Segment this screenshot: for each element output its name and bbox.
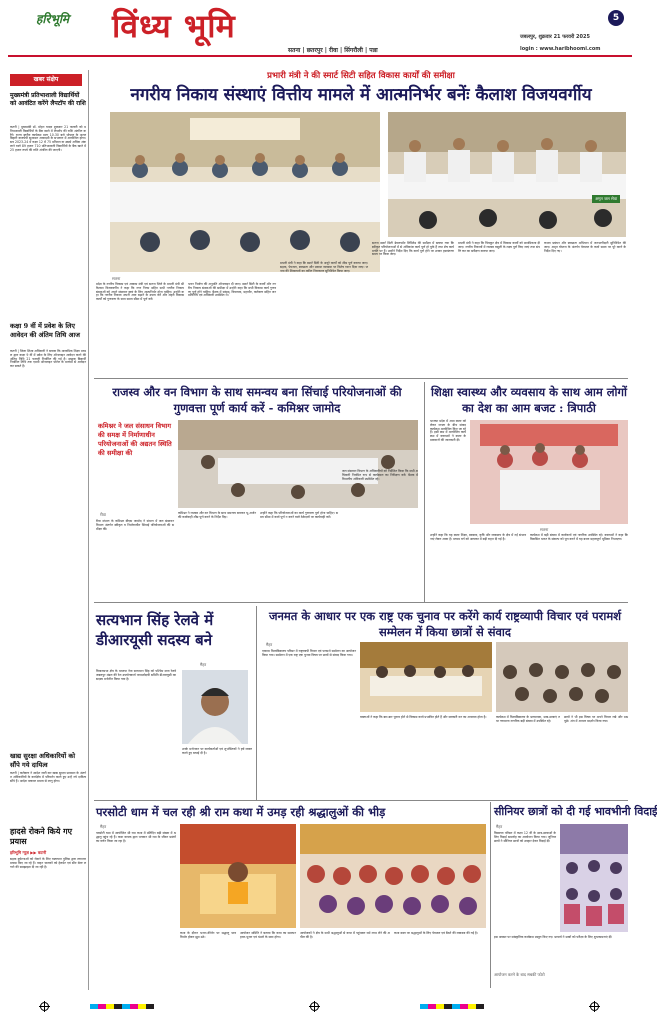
ramkatha-headline: परसोटी धाम में चल रही श्री राम कथा में उमड़ रही श्रद्धालुओं की भीड़ (96, 805, 386, 819)
irrigation-dateline: रीवा (100, 512, 106, 517)
brief-title-laptop: मुख्यमंत्री प्रतिभाशाली विद्यार्थियों को आवंटित करेंगे लैपटॉप की राशि (10, 92, 86, 107)
dateline: जबलपुर, शुक्रवार 21 फरवरी 2025 (520, 34, 590, 40)
ramkatha-photo-stage (180, 824, 296, 928)
railway-portrait (182, 670, 248, 744)
page-number: 5 (608, 10, 624, 26)
registration-mark (40, 1002, 49, 1011)
ramkatha-body-col1: परसोटी धाम में आयोजित श्री राम कथा में प्रतिदिन बड़ी संख्या में श्रद्धालु पहुंच रहे हैं। कथा वाचक द्वारा भगवान श्री राम के जीवन प्रसंगों का वर्णन किया जा रहा है। (96, 831, 176, 843)
masthead-rule (8, 55, 632, 57)
railway-headline: सत्यभान सिंह रेलवे में डीआरयूसी सदस्य बने (96, 611, 214, 649)
color-bar (90, 1004, 154, 1009)
election-body-col1: एकात्म विश्वविद्यालय परिसर में राष्ट्रव्यापी विचार एवं परामर्श सम्मेलन का आयोजन किया गया। सम्मेलन में एक राष्ट्र एक चुनाव विषय पर छात्रों से संवाद किया गया। (262, 649, 356, 657)
lead-body-col3: प्रभारी मंत्री ने कहा कि स्मार्ट सिटी के अधूरे कार्यों को शीघ्र पूर्ण कराया जाए। सड़क, पेयजल, स्वच्छता और प्रकाश व्यवस्था पर विशेष ध्यान दिया जाए। जनता की शिकायतों का त्वरित निराकरण सुनिश्चित किया जाए। (280, 261, 368, 273)
lead-body-col6: कचरा प्रबंधन और स्वच्छता अभियान में जनभागीदारी सुनिश्चित की जाए। अमृत योजना के अंतर्गत पेयजल के कार्य समय पर पूरे करने के निर्देश दिए गए। (544, 241, 626, 253)
lead-body-col2: भवन निर्माण की अनुमति ऑनलाइन दी जाए। स्मार्ट सिटी के कार्यों और नगरीय निकाय संस्थाओं की समीक्षा में उन्होंने कहा कि सभी विकास कार्य गुणवत्ता पूर्ण होने चाहिए। बैठक में सांसद, विधायक, महापौर, कलेक्टर सहित जनप्रतिनिधि एवं अधिकारी उपस्थित थे। (188, 282, 276, 298)
farewell-dateline: मैहर (496, 824, 503, 829)
election-body-col2: वक्ताओं ने कहा कि बार-बार चुनाव होने से विकास कार्य प्रभावित होते हैं और सरकारी धन का अपव्यय होता है। (360, 715, 487, 719)
brief-byline-accidents: हरिभूमि न्यूज़ ▶▶ कटनी (10, 850, 47, 855)
sidebar-rule (88, 70, 89, 990)
ramkatha-body-col4: आयोजकों ने क्षेत्र के सभी श्रद्धालुओं से कथा में पहुंचकर धर्म लाभ लेने की अपील की है। (300, 931, 390, 939)
lead-body-col5: प्रभारी मंत्री ने कहा कि चित्रकूट क्षेत्र में विकास कार्यों को प्राथमिकता दी जाए। नगरीय निकायों में राजस्व वसूली के लक्ष्य पूर्ण किए जाएं तथा संपत्ति कर का सर्वेक्षण कराया जाए। (458, 241, 540, 253)
election-headline: जनमत के आधार पर एक राष्ट्र एक चुनाव पर करेंगे कार्य राष्ट्रव्यापी विचार एवं परामर्श सम्मेलन में किया छात्रों से संवाद (268, 609, 622, 639)
budget-body-col1: भाजपा प्रदेश में आम बजट को लेकर जनता के बीच संवाद कार्यक्रम आयोजित किए जा रहे हैं। इसी क्रम में आयोजित कार्यक्रम में वक्ताओं ने बजट के प्रावधानों की जानकारी दी। (430, 419, 466, 442)
election-dateline: मैहर (266, 642, 273, 647)
login-url: login : www.haribhoomi.com (520, 46, 601, 52)
brief-title-class9: कक्षा 9 वीं में प्रवेश के लिए आवेदन की अंतिम तिथि आज (10, 322, 80, 339)
budget-dateline: सतना (540, 527, 549, 532)
lead-photo-meeting (110, 112, 380, 272)
railway-body-col2: उनके मनोनयन पर कार्यकर्ताओं एवं शुभचिंतकों ने हर्ष व्यक्त करते हुए बधाई दी है। (182, 747, 252, 755)
section-rule (94, 378, 628, 379)
lead-body-col1: प्रदेश के नगरीय विकास एवं आवास मंत्री एवं सतना जिले के प्रभारी मंत्री श्री कैलाश विजयवर्गीय ने कहा कि नगर निगम सहित सभी नगरीय निकाय संस्थाओं को अपने संसाधन स्वयं के लिए आत्मनिर्भर होना चाहिए। उन्होंने कहा कि नगरीय निकाय अपनी आय बढ़ाने के उपाय करें और शहरी विकास कार्यों को गुणवत्ता के साथ समय सीमा में पूर्ण करें। (96, 282, 184, 302)
lead-headline: नगरीय निकाय संस्थाएं वित्तीय मामले में आत्मनिर्भर बनेंः कैलाश विजयवर्गीय (130, 85, 592, 105)
budget-headline: शिक्षा स्वास्थ्य और व्यवसाय के साथ आम लोगों का देश का आम बजट : त्रिपाठी (431, 385, 627, 415)
section-rule-3 (94, 800, 628, 801)
edition-bar: सतना | छतरपुर | रीवा | सिंगरौली | पन्ना (288, 47, 378, 54)
ramkatha-body-col5: कथा स्थल पर श्रद्धालुओं के लिए पेयजल एवं बैठने की व्यवस्था की गई है। (394, 931, 478, 935)
registration-mark (310, 1002, 319, 1011)
brief-body-class9: कटनी | जिला शिक्षा अधिकारी ने बताया कि माध्यमिक शिक्षा मण्डल द्वारा कक्षा 9 वीं में प्रवेश के लिए ऑनलाइन आवेदन करने की अंतिम तिथि 21 फरवरी निर्धारित की गई है। इच्छुक विद्यार्थी निर्धारित तिथि तक एमपी ऑनलाइन पोर्टल के माध्यम से आवेदन कर सकते हैं। (10, 349, 86, 369)
section-title: विंध्य भूमि (112, 7, 236, 45)
budget-photo-event (470, 420, 628, 524)
photo-badge: अमृत जल सेवा (592, 195, 620, 203)
irrigation-headline: राजस्व और वन विभाग के साथ समन्वय बना सिंचाई परियोजनाओं की गुणवत्ता पूर्ण कार्य करें - कमिश्नर जामोद (112, 385, 402, 415)
lead-dateline: सतना (112, 276, 121, 281)
ramkatha-dateline: मैहर (100, 824, 107, 829)
ramkatha-body-col2: कथा के दौरान भजन-कीर्तन पर श्रद्धालु भाव विभोर होकर झूम उठे। (180, 931, 236, 939)
lead-body-col4: सतना स्मार्ट सिटी डेवलपमेंट लिमिटेड की समीक्षा में बताया गया कि स्वीकृत परियोजनाओं में से अधिकांश कार्य पूर्ण हो चुके हैं तथा शेष कार्य प्रगति पर हैं। उन्होंने निर्देश दिए कि कार्य पूर्ण होने पर उनका हस्तांतरण समय पर किया जाए। (372, 241, 454, 257)
election-body-col4: छात्रों ने भी इस विषय पर अपने विचार रखे और प्रश्न पूछे। अंत में आभार प्रदर्शन किया गया। (564, 715, 628, 723)
ramkatha-body-col3: आयोजन समिति ने बताया कि कथा का समापन हवन-पूजन एवं भंडारे के साथ होगा। (240, 931, 296, 939)
brief-title-food-safety: खाद्य सुरक्षा अधिकारियों को सौंपे गये दायित्व (10, 752, 76, 769)
irrigation-body-col1: रीवा संभाग के कमिश्नर बीएस जामोद ने संभाग में जल संसाधन विभाग अंतर्गत स्वीकृत व निर्माणाधीन सिंचाई परियोजनाओं की समीक्षा की। (96, 519, 174, 531)
brief-body-laptop: कटनी | मुख्यमंत्री डॉ. मोहन यादव शुक्रवार 21 फरवरी को प्रतिभाशाली विद्यार्थियों के बैंक खाते में लैपटॉप की राशि अंतरित करेंगे। राज्य स्तरीय कार्यक्रम प्रातः 10.30 बजे भोपाल के अटलबिहारी वाजपेयी सुशासन अकादमी के सभागार में आयोजित होगा। सत्र 2023-24 में कक्षा 12 में 75 प्रतिशत या उससे अधिक अंक लाने वाले 89 हजार 710 प्रतिभाशाली विद्यार्थियों के बैंक खाते में 25 हजार रुपये की राशि अंतरित की जाएगी। (10, 125, 86, 152)
brief-title-accidents: हादसे रोकने किये गए प्रयास (10, 826, 73, 846)
sidebar-header: खबर संक्षेप (10, 74, 82, 86)
brand-logo: हरिभूमि (36, 12, 70, 26)
farewell-photo-group (560, 824, 628, 932)
railway-dateline: मैहर (200, 662, 207, 667)
election-body-col3: कार्यक्रम में विश्वविद्यालय के प्राध्यापक, छात्र-छात्राएं तथा गणमान्य नागरिक बड़ी संख्या में उपस्थित रहे। (496, 715, 560, 723)
registration-mark (590, 1002, 599, 1011)
lead-kicker: प्रभारी मंत्री ने की स्मार्ट सिटी सहित विकास कार्यों की समीक्षा (267, 71, 455, 81)
farewell-body-col1: विद्यालय परिसर में कक्षा 12 वीं के छात्र-छात्राओं के लिए विदाई समारोह का आयोजन किया गया। जूनियर छात्रों ने सीनियर छात्रों को उपहार देकर विदाई दी। (494, 831, 556, 843)
budget-body-col2: उन्होंने कहा कि यह बजट शिक्षा, स्वास्थ्य, कृषि और व्यवसाय के क्षेत्र में नई संभावनाएं लेकर आया है। मध्यम वर्ग को आयकर में बड़ी राहत दी गई है। (430, 533, 526, 541)
railway-body-col1: विधानसभा क्षेत्र के भाजपा नेता सत्यभान सिंह को पश्चिम मध्य रेलवे जबलपुर मंडल की रेल उपयोगकर्ता परामर्शदात्री समिति डीआरयूसी का सदस्य मनोनीत किया गया है। (96, 669, 176, 681)
farewell-caption: आयोजन करने के बाद सबकी फोटो (494, 972, 545, 977)
lead-photo-officials (388, 112, 626, 237)
election-photo-stage (360, 642, 492, 712)
brief-body-food-safety: कटनी | कलेक्टर ने आदेश जारी कर खाद्य सुरक्षा प्रशासन के अंतर्गत अधिकारियों के कार्यक्षेत्र में परिवर्तन करते हुए उन्हें नये दायित्व सौंपे हैं। आदेश तत्काल प्रभाव से लागू होगा। (10, 771, 86, 783)
column-rule-3 (490, 802, 491, 988)
election-photo-audience (496, 642, 628, 712)
irrigation-body-col3: उन्होंने कहा कि परियोजनाओं का कार्य गुणवत्ता पूर्ण होना चाहिए। समय सीमा में कार्य पूर्ण न करने वाले ठेकेदारों पर कार्यवाही करें। (260, 511, 338, 519)
ramkatha-photo-crowd (300, 824, 486, 928)
farewell-headline: सीनियर छात्रों को दी गई भावभीनी विदाई (494, 805, 657, 818)
irrigation-body-col2: कमिश्नर ने राजस्व और वन विभाग के साथ समन्वय बनाकर भू-अर्जन की कार्यवाही शीघ्र पूर्ण करने के निर्देश दिए। (178, 511, 256, 519)
irrigation-body-col4: जल संसाधन विभाग के अधिकारियों को निर्देशित किया कि सभी अधिकारी नियमित रूप से कार्यस्थल का निरीक्षण करें। बैठक में विभागीय अधिकारी उपस्थित रहे। (342, 469, 418, 481)
budget-body-col3: कार्यक्रम में बड़ी संख्या में कार्यकर्ता एवं नागरिक उपस्थित रहे। वक्ताओं ने कहा कि विकसित भारत के संकल्प को पूरा करने में यह बजट महत्वपूर्ण भूमिका निभाएगा। (530, 533, 628, 541)
brief-body-accidents: सड़क दुर्घटनाओं को रोकने के लिए यातायात पुलिस द्वारा लगातार प्रयास किए जा रहे हैं। वाहन चालकों को हेलमेट एवं सीट बेल्ट लगाने की समझाइश दी जा रही है। (10, 857, 86, 869)
column-rule (424, 382, 425, 602)
farewell-body-col2: इस अवसर पर सांस्कृतिक कार्यक्रम प्रस्तुत किए गए। प्राचार्य ने छात्रों को परीक्षा के लिए शुभकामनाएं दीं। (494, 935, 613, 939)
section-rule-2 (94, 602, 628, 603)
color-bar (420, 1004, 484, 1009)
irrigation-pull-quote: कमिश्नर ने जल संसाधन विभाग की समक्ष में निर्माणाधीन परियोजनाओं की अद्यतन स्थिति की समीक्षा की (98, 422, 172, 457)
column-rule-2 (256, 606, 257, 800)
